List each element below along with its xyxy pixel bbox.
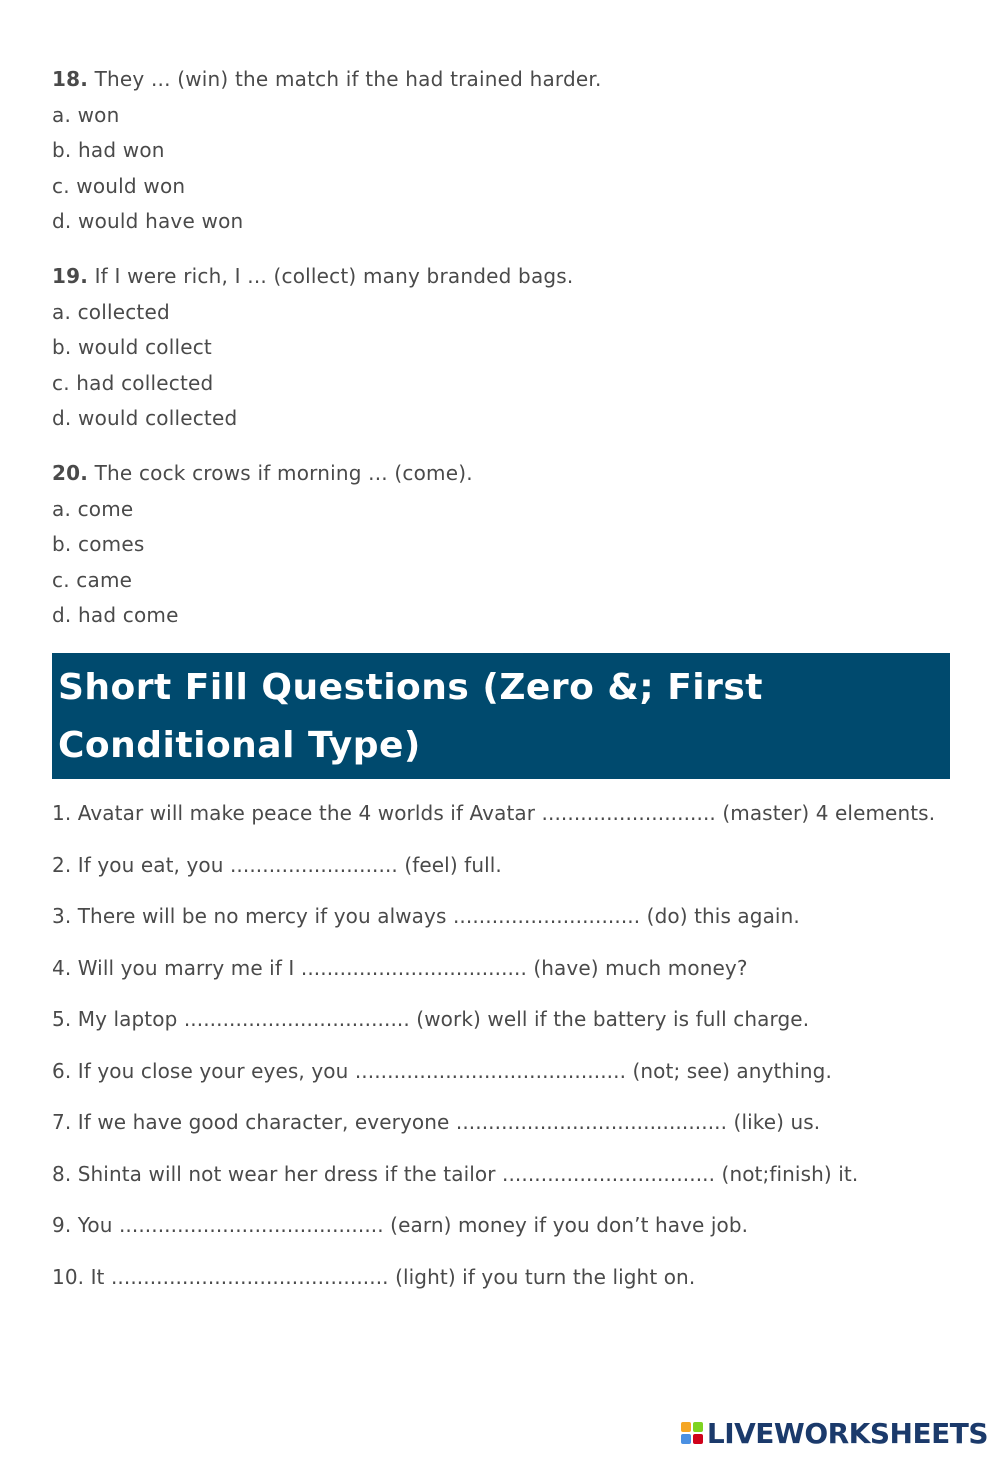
- fill-question-2: 2. If you eat, you .......................... (feel) full.: [52, 852, 502, 877]
- question-19: [52, 259, 952, 437]
- logo-text: LIVEWORKSHEETS: [706, 1416, 988, 1450]
- section-title-line-1: Short Fill Questions (Zero &; First: [58, 667, 764, 708]
- fill-question-9: 9. You ......................................... (earn) money if you don’t have job.: [52, 1213, 749, 1237]
- fill-question-5: 5. My laptop ................................... (work) well if the battery is full charge.: [52, 1007, 810, 1031]
- section-title-line-2: Conditional Type): [58, 725, 421, 766]
- liveworksheets-logo-icon: [681, 1422, 703, 1444]
- section-banner: [52, 653, 950, 779]
- option-d: d. would have won: [52, 209, 244, 234]
- option-b: b. had won: [52, 138, 165, 163]
- question-text: The cock crows if morning ... (come).: [88, 461, 473, 485]
- fill-question-1: 1. Avatar will make peace the 4 worlds if Avatar ........................... (master) 4 elements.: [52, 801, 936, 825]
- question-number: 19.: [52, 264, 89, 288]
- option-d: d. had come: [52, 603, 179, 628]
- option-c: c. would won: [52, 173, 186, 198]
- logo-tile: [693, 1422, 703, 1432]
- option-b: b. would collect: [52, 335, 212, 360]
- question-number: 18.: [52, 67, 89, 91]
- question-text: They ... (win) the match if the had trained harder.: [88, 67, 602, 91]
- fill-question-6: 6. If you close your eyes, you .......................................... (not; see) anything.: [52, 1058, 832, 1083]
- option-d: d. would collected: [52, 406, 238, 431]
- option-c: c. had collected: [52, 370, 214, 395]
- question-20: [52, 456, 952, 634]
- option-c: c. came: [52, 567, 133, 592]
- question-stem: [52, 259, 952, 295]
- fill-question-4: 4. Will you marry me if I ................................... (have) much money?: [52, 955, 748, 980]
- question-stem: [52, 62, 952, 98]
- option-a: a. collected: [52, 299, 170, 324]
- option-b: b. comes: [52, 532, 145, 557]
- question-text: If I were rich, I ... (collect) many branded bags.: [88, 264, 574, 288]
- fill-question-8: 8. Shinta will not wear her dress if the tailor ................................. (not;finish) it.: [52, 1161, 859, 1186]
- logo-tile: [681, 1434, 691, 1444]
- fill-question-7: 7. If we have good character, everyone .......................................... (like) us.: [52, 1110, 821, 1134]
- option-a: a. come: [52, 496, 134, 521]
- question-18: [52, 62, 952, 240]
- option-a: a. won: [52, 102, 120, 127]
- logo-tile: [693, 1434, 703, 1444]
- question-stem: [52, 456, 952, 492]
- fill-question-list: [52, 796, 982, 1311]
- liveworksheets-logo[interactable]: [681, 1414, 988, 1452]
- section-title: [58, 659, 950, 775]
- fill-question-3: 3. There will be no mercy if you always ............................. (do) this again.: [52, 904, 800, 928]
- logo-tile: [681, 1422, 691, 1432]
- question-number: 20.: [52, 461, 89, 485]
- fill-question-10: 10. It ........................................... (light) if you turn the light on.: [52, 1264, 696, 1289]
